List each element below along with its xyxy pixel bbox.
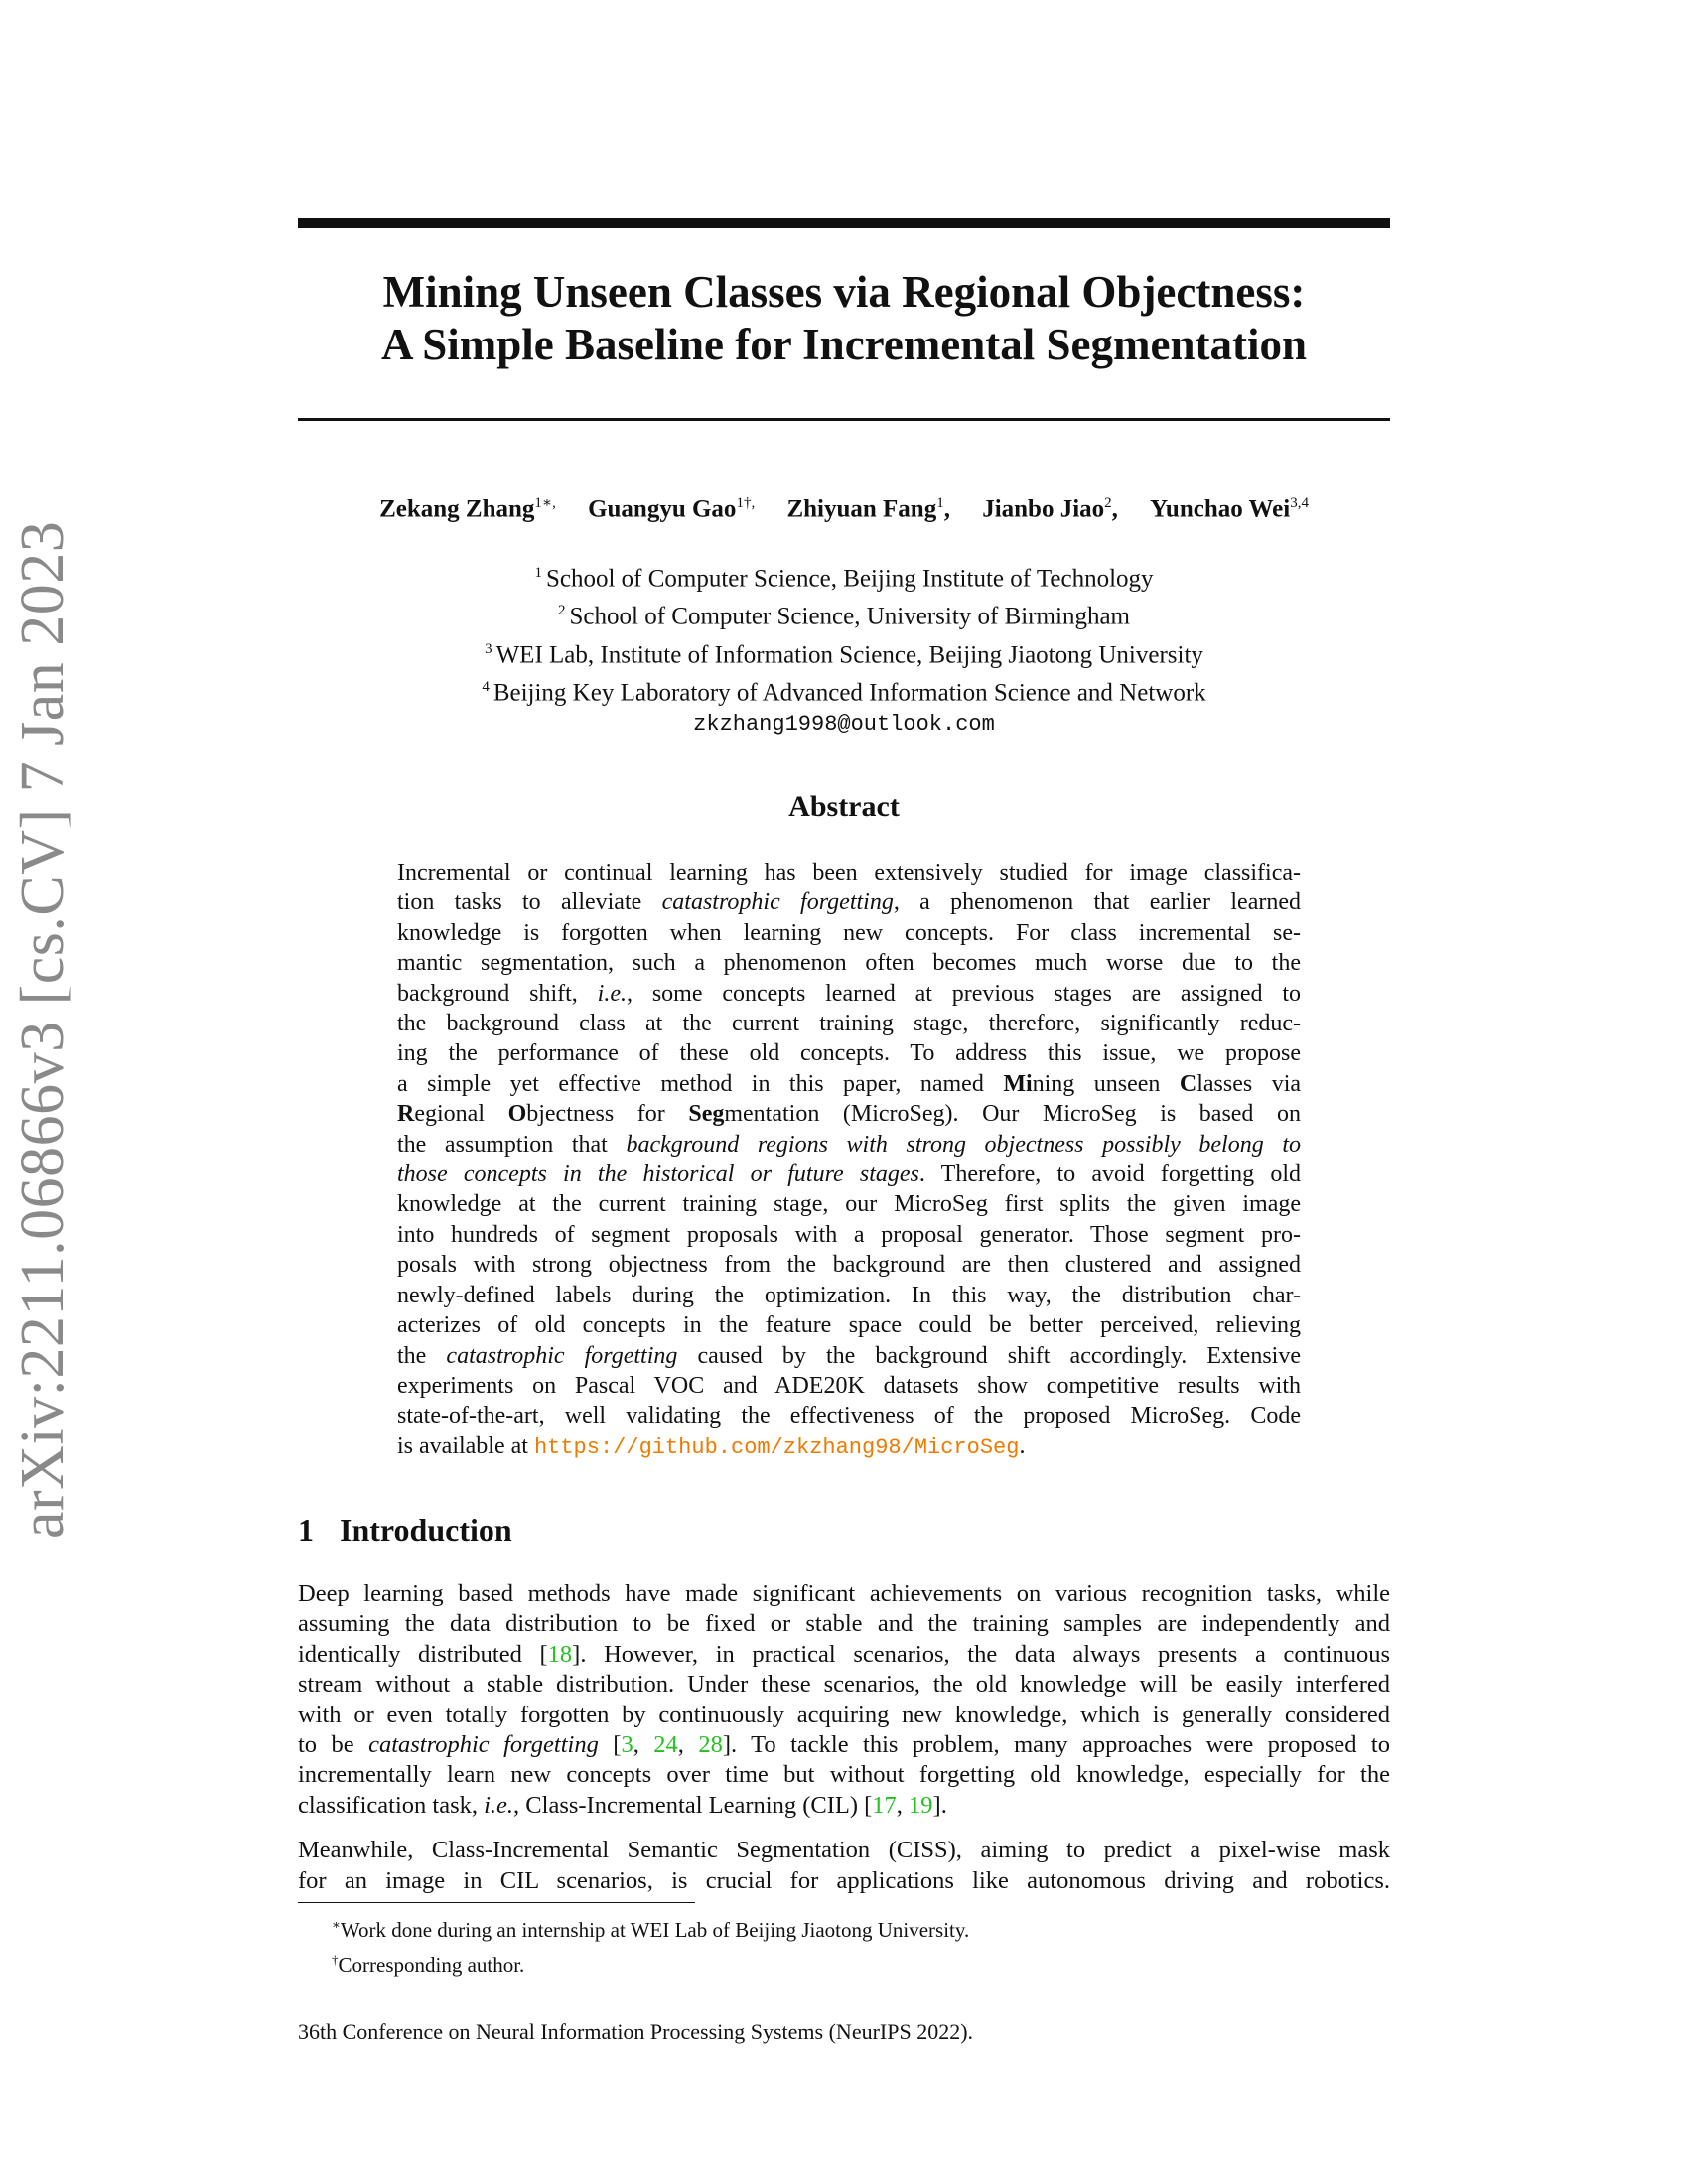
- conference-venue: 36th Conference on Neural Information Processing Systems (NeurIPS 2022).: [298, 2019, 974, 2044]
- code-repository-link[interactable]: https://github.com/zkzhang98/MicroSeg: [533, 1434, 1020, 1460]
- citation-link[interactable]: 28: [698, 1731, 723, 1759]
- abstract-heading: Abstract: [788, 790, 900, 823]
- author-marks: 3,4: [1290, 495, 1309, 511]
- arxiv-identifier[interactable]: arXiv:2211.06866v3 [cs.CV] 7 Jan 2023: [9, 520, 76, 1539]
- title-top-rule: [298, 218, 1390, 228]
- abstract-text: Incremental or continual learning has been extensively studied for image classifica- tion tasks to alleviate catastrophic forgetting, a phenomenon that earlier learned knowledge is forgotten when learning new concepts. For class incremental se- mantic segmentation, such a phenomenon often becomes much worse due to the background shift, i.e., some concepts learned at previous stages are assigned to the background class at the current training stage, therefore, significantly reduc- ing the performance of these old concepts. To address this issue, we propose a simple yet effective method in this paper, named Mining unseen Classes via Regional Objectness for Segmentation (MicroSeg). Our MicroSeg is based on the assumption that background regions with strong objectness possibly belong to those concepts in the historical or future stages. Therefore, to avoid forgetting old knowledge at the current training stage, our MicroSeg first splits the given image into hundreds of segment proposals with a proposal generator. Those segment pro- posals with strong objectness from the background are then clustered and assigned newly-defined labels during the optimization. In this way, the distribution char- acterizes of old concepts in the feature space could be better perceived, relieving the catastrophic forgetting caused by the background shift accordingly. Extensive experiments on Pascal VOC and ADE20K datasets show competitive results with state-of-the-art, well validating the effectiveness of the proposed MicroSeg. Code is available at https://github.com/zkzhang98/MicroSeg.: [397, 860, 1302, 1460]
- footnote: †Corresponding author.: [332, 1952, 525, 1977]
- citation-link[interactable]: 17: [872, 1791, 897, 1819]
- paper-title: [298, 266, 1390, 371]
- citation-link[interactable]: 18: [547, 1640, 573, 1668]
- author: Yunchao Wei$^{3,4}$: [1150, 495, 1309, 523]
- affiliation: $^1$ School of Computer Science, Beijing Institute of Technology: [534, 565, 1154, 593]
- author-marks: 1∗,: [534, 495, 556, 511]
- citation-link[interactable]: 19: [909, 1791, 933, 1819]
- title-line-1: Mining Unseen Classes via Regional Objectness:: [382, 267, 1306, 317]
- contact-email[interactable]: zkzhang1998@outlook.com: [693, 712, 995, 738]
- author: Guangyu Gao$^{1\dagger,}$: [588, 495, 756, 523]
- author-marks: 1: [936, 495, 944, 511]
- author-marks: 1†,: [736, 495, 756, 511]
- affiliation: $^3$ WEI Lab, Institute of Information Science, Beijing Jiaotong University: [485, 640, 1203, 668]
- footnote: ∗Work done during an internship at WEI Lab of Beijing Jiaotong University.: [332, 1917, 970, 1942]
- affiliation: $^4$ Beijing Key Laboratory of Advanced Information Science and Network: [482, 678, 1206, 707]
- section-heading-introduction: 1 Introduction: [298, 1512, 512, 1548]
- affiliation: $^2$ School of Computer Science, University of Birmingham: [558, 603, 1130, 630]
- author-list: [298, 493, 1390, 523]
- footnote-rule: [298, 1902, 695, 1903]
- affiliation-list: [298, 557, 1390, 741]
- author: Zhiyuan Fang$^1$,: [786, 495, 950, 523]
- citation-link[interactable]: 3: [621, 1731, 633, 1759]
- author-marks: 2: [1104, 495, 1112, 511]
- author: Zekang Zhang$^{1∗,}$: [379, 495, 556, 523]
- introduction-text: Deep learning based methods have made significant achievements on various recognition tasks, while assuming the data distribution to be fixed or stable and the training samples are independently and identically distributed [18]. However, in practical scenarios, the data always presents a continuous stream without a stable distribution. Under these scenarios, the old knowledge will be easily interfered with or even totally forgotten by continuously acquiring new knowledge, which is generally considered to be catastrophic forgetting [3, 24, 28]. To tackle this problem, many approaches were proposed to incrementally learn new concepts over time but without forgetting old knowledge, especially for the classification task, i.e., Class-Incremental Learning (CIL) [17, 19]. Meanwhile, Class-Incremental Semantic Segmentation (CISS), aiming to predict a pixel-wise mask for an image in CIL scenarios, is crucial for applications like autonomous driving and robotics.: [298, 1580, 1390, 1894]
- title-line-2: A Simple Baseline for Incremental Segmentation: [380, 320, 1308, 369]
- author: Jianbo Jiao$^2$,: [982, 495, 1118, 523]
- title-bottom-rule: [298, 418, 1390, 421]
- citation-link[interactable]: 24: [653, 1731, 678, 1759]
- footnotes: [332, 1910, 969, 1979]
